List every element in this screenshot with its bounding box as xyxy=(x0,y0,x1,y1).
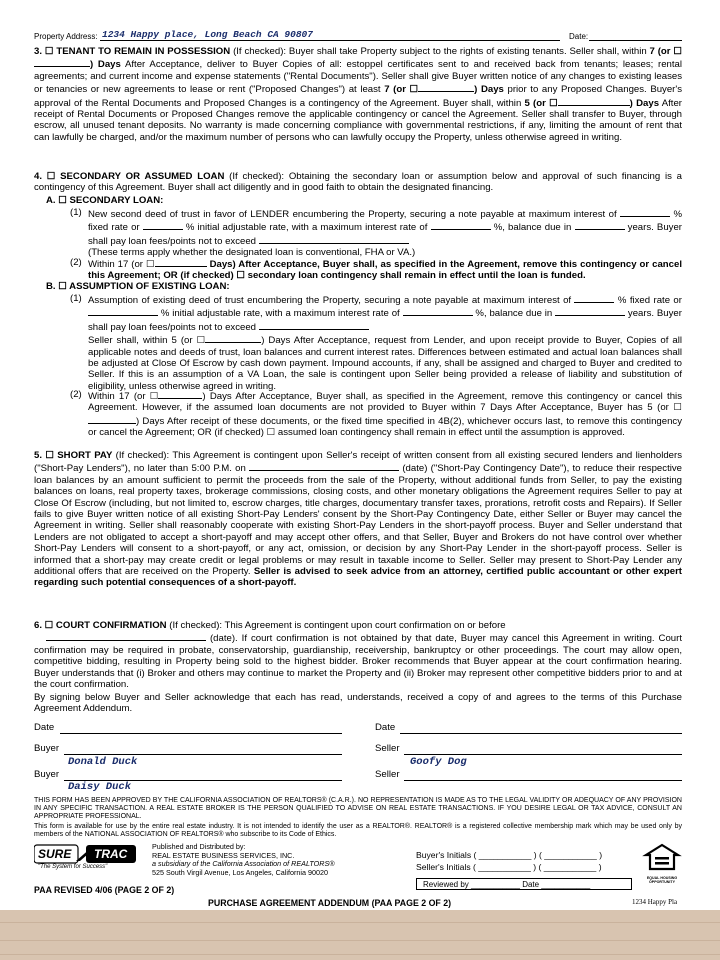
suretrac-logo: SURE TRAC "The System for Success" xyxy=(34,843,144,875)
buyer2-name: Daisy Duck xyxy=(68,781,132,793)
buyer2-label: Buyer xyxy=(34,769,60,780)
buyer-date-label: Date xyxy=(34,722,55,733)
footer-address-stamp: 1234 Happy Pla xyxy=(632,898,678,906)
section-6-title[interactable]: 6. ☐ COURT CONFIRMATION xyxy=(34,620,167,631)
acknowledgement: By signing below Buyer and Seller acknowledge that each has read, understands, received a copy of and agrees to the terms of this Purchase Agreement Addendum. xyxy=(34,692,682,715)
property-address-header xyxy=(34,29,682,43)
section-3-title[interactable]: 3. ☐ TENANT TO REMAIN IN POSSESSION xyxy=(34,46,231,57)
disclaimer-realtor: This form is available for use by the entire real estate industry. It is not intended to identify the user as a REALTOR®. REALTOR® is a registered collective membership mark which may be used only by members of the NATIONAL ASSOCIATION OF REALTORS® who subscribe to its Code of Ethics. xyxy=(34,823,682,839)
property-address-label: Property Address: xyxy=(34,32,98,41)
seller1-signature-line[interactable] xyxy=(404,754,682,755)
seller-date-label: Date xyxy=(375,722,396,733)
seller2-signature-line[interactable] xyxy=(404,780,682,781)
section-5-short-pay: 5. ☐ SHORT PAY (If checked): This Agreement is contingent upon Seller's receipt of written consent from all existing secured lenders and lienholders ("Short-Pay Lenders"), no later than 5:00 P.M. on (date) ("Short-Pay Contingency Date"), to reduce their respective loan balances by an amount sufficient to permit the proceeds from the sale of the Property, without additional funds from Seller, to pay the existing balances on loans, real property taxes, brokerage commissions, closing costs, and other monetary obligations the Agreement requires Seller to pay at Close Of Escrow (including, but not limited to, escrow charges, title charges, documentary transfer taxes, prorations, retrofit costs and Repairs). If Seller fails to give Buyer written notice of all existing Short-Pay Lenders' consent by the Short-Pay Contingency Date, either Seller or Buyer may cancel the Agreement in writing. Seller shall reasonably cooperate with existing Short-Pay Lenders in the short-payoff process. Buyer and Seller understand that Lenders are not obligated to accept a short-payoff and may accept other offers, and that Seller, Buyer and Brokers do not have control over whether Short-Pay Lenders will consent to a short-payoff, or any act, omission, or decision by any Short-Pay Lender in the short-payoff process. Seller is informed that a short-pay may create credit or legal problems or may result in taxable income to Seller. Seller may present to Short-Pay Lender any additional offers that are received on the Property. Seller is advised to seek advice from an attorney, certified public accountant or other expert regarding such potential consequences of a short-payoff. xyxy=(34,450,682,589)
buyer1-label: Buyer xyxy=(34,743,60,754)
section-4b-2: (2) Within 17 (or ☐ ) Days After Acceptance, Buyer shall, as specified in the Agreement, remove this contingency or cancel this Agreement. However, if the assumed loan documents are not provided to Buyer within 7 Days After Acceptance, Buyer has 5 (or ☐) Days After receipt of these documents, or the fixed time specified in 4B(2), whichever occurs last, to remove this contingency or cancel the Agreement; OR (if checked) ☐ assumed loan contingency shall remain in effect until the assumption is approved. xyxy=(70,389,682,439)
buyer1-signature-line[interactable] xyxy=(64,754,342,755)
publisher-info: Published and Distributed by: REAL ESTATE BUSINESS SERVICES, INC. a subsidiary of the California Association of REALTORS® 525 South Virgil Avenue, Los Angeles, California 90020 xyxy=(152,842,335,877)
equal-housing-icon: EQUAL HOUSING OPPORTUNITY xyxy=(642,843,682,881)
buyer-date-line[interactable] xyxy=(60,733,342,734)
section-4a-1: (1) New second deed of trust in favor of LENDER encumbering the Property, securing a note payable at maximum interest of % fixed rate or % initial adjustable rate, with a maximum interest rate of %, balance due in years. Buyer shall pay loan fees/points not to exceed (These terms apply whether the designated loan is conventional, FHA or VA.) xyxy=(70,207,682,259)
seller1-label: Seller xyxy=(375,743,400,754)
section-6-court-confirmation: 6. ☐ COURT CONFIRMATION (If checked): This Agreement is contingent upon court confirmation on or before (date). If court confirmation is not obtained by that date, Buyer may cancel this Agreement in writing. Court confirmation may be required in probate, conservatorship, guardianship, receivership, bankruptcy or other proceedings. The court may allow open, competitive bidding, resulting in Property being sold to the highest bidder. Broker recommends that Buyer appear at the court confirmation hearing. Buyer understands that (i) Broker and others may continue to market the Property and (ii) Broker may represent other competitive bidders prior to and at the court confirmation. xyxy=(34,620,682,691)
section-4a-title[interactable]: A. ☐ SECONDARY LOAN: xyxy=(46,195,164,206)
section-4-secondary-loan: 4. ☐ SECONDARY OR ASSUMED LOAN (If checked): Obtaining the secondary loan or assumption below and approval of such financing is a contingency of this Agreement. Buyer shall act diligently and in good faith to obtain the designated financing. xyxy=(34,171,682,194)
buyer-initials[interactable]: Buyer's Initials ( ___________ ) ( ___________ ) xyxy=(416,850,603,860)
seller1-name: Goofy Dog xyxy=(410,756,467,768)
property-address-line xyxy=(100,40,560,41)
seller2-label: Seller xyxy=(375,769,400,780)
reviewed-by-box[interactable]: Reviewed by ___________ Date ___________ xyxy=(416,878,632,890)
section-5-title[interactable]: 5. ☐ SHORT PAY xyxy=(34,450,113,461)
disclaimer-legal: THIS FORM HAS BEEN APPROVED BY THE CALIFORNIA ASSOCIATION OF REALTORS® (C.A.R.). NO REPRESENTATION IS MADE AS TO THE LEGAL VALIDITY OR ADEQUACY OF ANY PROVISION IN ANY SPECIFIC TRANSACTION. A REAL ESTATE BROKER IS THE PERSON QUALIFIED TO ADVISE ON REAL ESTATE TRANSACTIONS. IF YOU DESIRE LEGAL OR TAX ADVICE, CONSULT AN APPROPRIATE PROFESSIONAL. xyxy=(34,797,682,821)
date-label: Date: xyxy=(569,32,589,41)
date-line[interactable] xyxy=(589,40,682,41)
section-3-tenant: 3. ☐ TENANT TO REMAIN IN POSSESSION (If checked): Buyer shall take Property subject to the rights of existing tenants. Seller shall, within 7 (or ☐) Days After Acceptance, deliver to Buyer Copies of all: estoppel certificates sent to and received back from tenants; leases; rental agreements; and current income and expense statements ("Rental Documents"). Seller shall give Buyer written notice of any changes to existing leases or tenancies or new agreements to lease or rent ("Proposed Changes") at least 7 (or ☐ ) Days prior to any Proposed Changes. Buyer's approval of the Rental Documents and Proposed Changes is a contingency of the Agreement. Buyer shall, within 5 (or ☐ ) Days After receipt of Rental Documents or Proposed Changes remove the applicable contingency or cancel the Agreement. Seller shall transfer to Buyer, through escrow, all unused tenant deposits. No warranty is made concerning compliance with governmental restrictions, if any, limiting the amount of rent that can lawfully be charged, and/or the maximum number of persons who can lawfully occupy the Property, unless otherwise agreed in writing. xyxy=(34,46,683,143)
background-floor xyxy=(0,910,720,960)
seller-date-line[interactable] xyxy=(400,733,682,734)
seller-initials[interactable]: Seller's Initials ( ___________ ) ( ___________ ) xyxy=(416,862,602,872)
property-address-value[interactable]: 1234 Happy place, Long Beach CA 90807 xyxy=(102,29,313,40)
section-4b-title[interactable]: B. ☐ ASSUMPTION OF EXISTING LOAN: xyxy=(46,281,230,292)
section-4b-1: (1) Assumption of existing deed of trust encumbering the Property, securing a note payable at maximum interest of % fixed rate or % initial adjustable rate, with a maximum interest rate of %, balance due in years. Buyer shall pay loan fees/points not to exceed Seller shall, within 5 (or ☐ ) Days After Acceptance, request from Lender, and upon receipt provide to Buyer, Copies of all applicable notes and deeds of trust, loan balances and current interest rates. Differences between estimated and actual loan balances shall be adjusted at Close Of Escrow by cash down payment. Impound accounts, if any, shall be assigned and charged to Buyer and credited to Seller. If this is an assumption of a VA Loan, the sale is contingent upon Seller being provided a release of liability and substitution of eligibility, unless otherwise agreed in writing. xyxy=(70,293,682,392)
form-title: PURCHASE AGREEMENT ADDENDUM (PAA PAGE 2 OF 2) xyxy=(208,898,452,908)
section-4a-2: (2) Within 17 (or ☐ Days) After Acceptance, Buyer shall, as specified in the Agreement, remove this contingency or cancel this Agreement; OR (if checked) ☐ secondary loan contingency shall remain in effect until the loan is funded. xyxy=(70,257,682,282)
initials-block xyxy=(416,849,602,873)
buyer1-name: Donald Duck xyxy=(68,756,138,768)
form-revision: PAA REVISED 4/06 (PAGE 2 OF 2) xyxy=(34,885,175,895)
section-4-title[interactable]: 4. ☐ SECONDARY OR ASSUMED LOAN xyxy=(34,171,225,182)
